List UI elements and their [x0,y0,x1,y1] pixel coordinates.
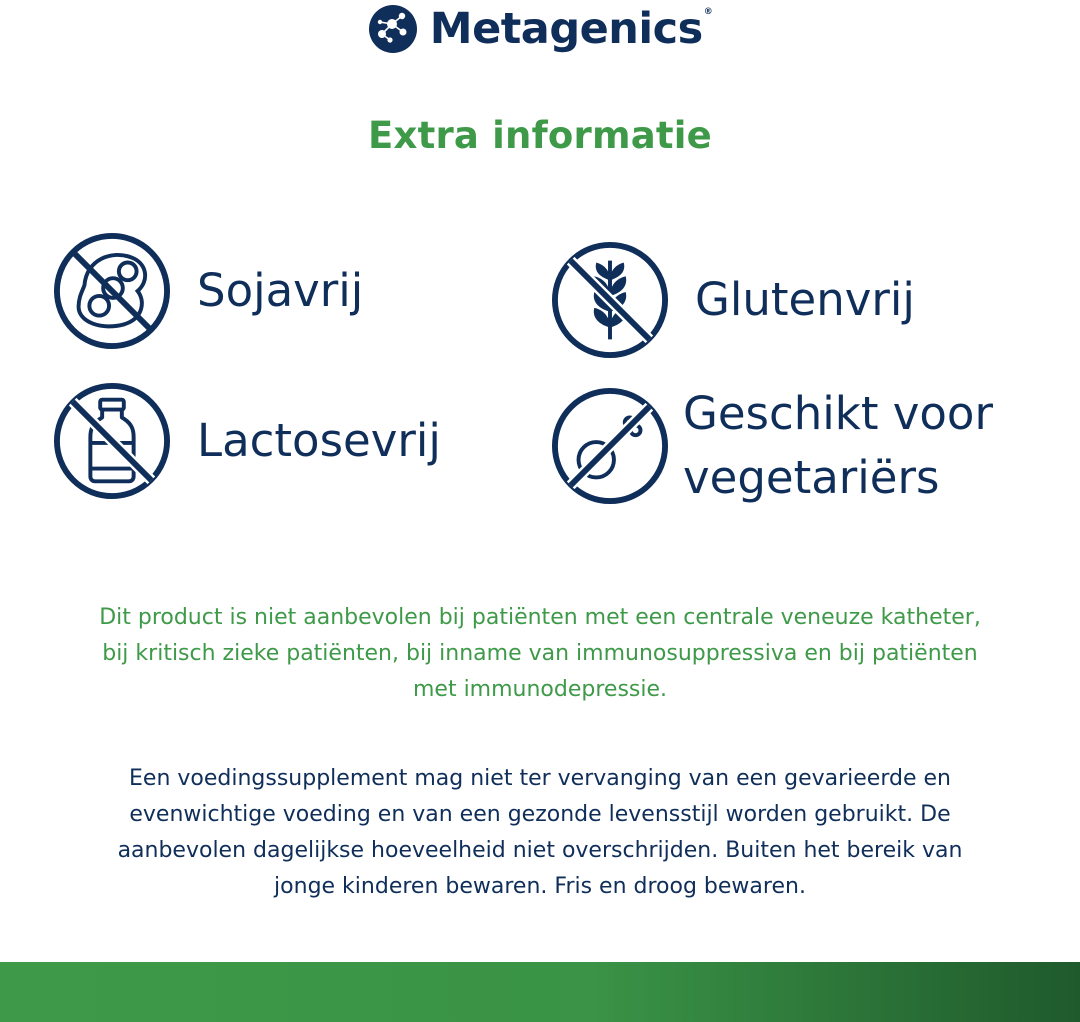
registered-mark: ® [703,6,713,17]
no-meat-icon [551,387,669,505]
warning-line: bij kritisch zieke patiënten, bij inname van immunosuppressiva en bij patiënten [102,641,978,666]
section-heading: Extra informatie [368,114,712,157]
feature-label: Sojavrij [197,264,364,318]
feature-gluten-free [551,241,915,359]
warning-line: met immunodepressie. [412,677,668,702]
feature-vegetarian [551,382,993,510]
warning-line: Dit product is niet aanbevolen bij patiënten met een centrale veneuze katheter, [99,605,981,630]
brand-logo [0,0,1080,58]
no-gluten-icon [551,241,669,359]
feature-lactose-free [53,382,441,500]
footer-bar [0,962,1080,1022]
no-soy-icon [53,232,171,350]
brand-name: Metagenics® [429,3,713,54]
disclaimer-line: aanbevolen dagelijkse hoeveelheid niet overschrijden. Buiten het bereik van [117,838,963,863]
feature-label: Lactosevrij [197,414,441,468]
feature-label-line: vegetariërs [683,450,940,504]
feature-label: Glutenvrij [695,273,915,327]
feature-label-line: Geschikt voor [683,387,993,440]
disclaimer-line: jonge kinderen bewaren. Fris en droog bewaren. [274,874,806,899]
disclaimer-text [60,761,1020,905]
feature-label [683,382,993,510]
metagenics-logo-icon [368,4,418,54]
feature-soy-free [53,232,363,350]
disclaimer-line: evenwichtige voeding en van een gezonde levensstijl worden gebruikt. De [129,802,951,827]
no-lactose-icon [53,382,171,500]
disclaimer-line: Een voedingssupplement mag niet ter vervanging van een gevarieerde en [129,766,951,791]
warning-text [40,600,1040,708]
